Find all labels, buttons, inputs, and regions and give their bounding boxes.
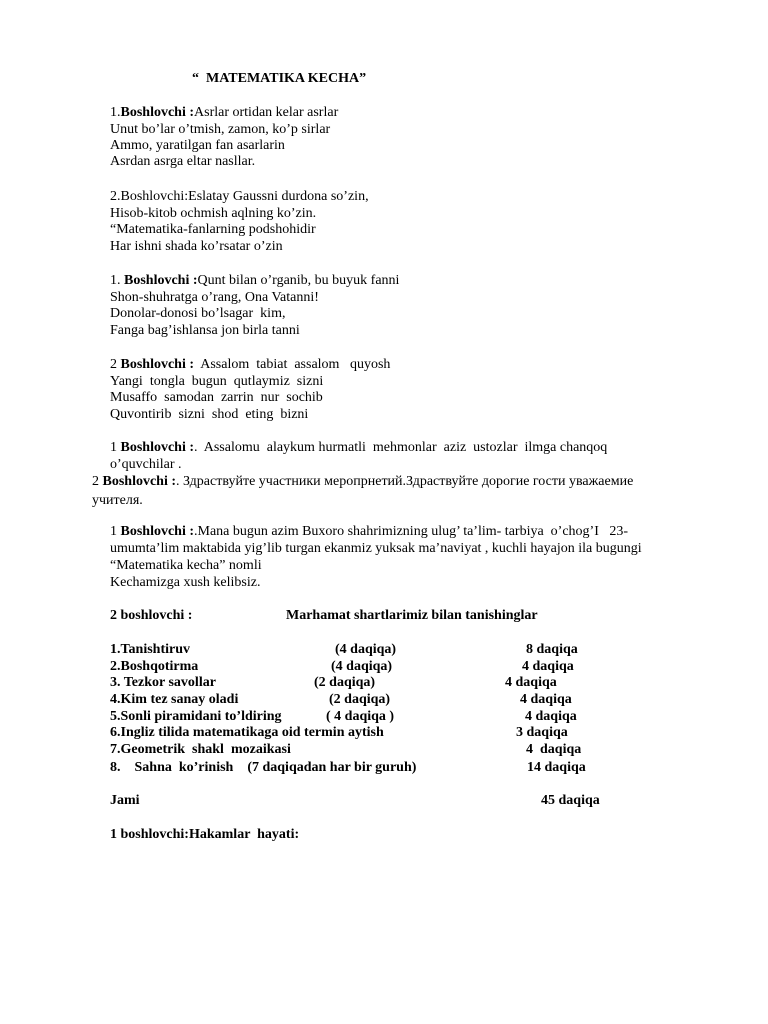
- paragraph-text: .Mana bugun azim Buxoro shahrimizning ulug’ ta’lim- tarbiya o’chog’I 23-: [194, 524, 629, 539]
- speaker-label: Boshlovchi :: [120, 357, 195, 372]
- speaker-label: Boshlovchi :: [120, 524, 195, 539]
- speaker-line: [110, 356, 390, 373]
- speaker-number: 1: [110, 440, 121, 455]
- total-value: 45 daqiqa: [541, 793, 600, 808]
- verse-line: Quvontirib sizni shod eting bizni: [110, 407, 309, 422]
- speaker-line: [92, 473, 633, 490]
- paragraph-text: umumta’lim maktabida yig’lib turgan ekanmiz yuksak ma’naviyat , kuchli hayajon ila bugungi: [110, 541, 642, 556]
- speaker-number: 2: [110, 357, 121, 372]
- speaker-label: Boshlovchi :: [102, 474, 177, 489]
- program-item-name: 2.Boshqotirma: [110, 659, 199, 674]
- total-label: Jami: [110, 793, 140, 808]
- program-item-name: 6.Ingliz tilida matematikaga oid termin aytish: [110, 725, 384, 740]
- program-item-name: 8. Sahna ko’rinish (7 daqiqadan har bir guruh): [110, 760, 417, 775]
- speaker-number: 1: [110, 524, 121, 539]
- page-title: “ MATEMATIKA KECHA”: [192, 71, 367, 86]
- verse-line: Har ishni shada ko’rsatar o’zin: [110, 239, 283, 254]
- speaker-line: 2.Boshlovchi:Eslatay Gaussni durdona so’zin,: [110, 189, 369, 204]
- program-item-total: 4 daqiqa: [505, 675, 557, 690]
- verse-line: Fanga bag’ishlansa jon birla tanni: [110, 323, 300, 338]
- speaker-label: Boshlovchi :: [120, 440, 195, 455]
- program-item-name: 7.Geometrik shakl mozaikasi: [110, 742, 291, 757]
- program-item-time: (2 daqiqa): [329, 692, 391, 707]
- verse-line: Unut bo’lar o’tmish, zamon, ko’p sirlar: [110, 122, 331, 137]
- program-heading: Marhamat shartlarimiz bilan tanishinglar: [286, 608, 538, 623]
- program-item-time: (4 daqiqa): [335, 642, 397, 657]
- verse-line: Shon-shuhratga o’rang, Ona Vatanni!: [110, 290, 319, 305]
- program-item-name: 1.Tanishtiruv: [110, 642, 191, 657]
- verse-line: “Matematika-fanlarning podshohidir: [110, 222, 316, 237]
- speaker-number: 1.: [110, 273, 124, 288]
- paragraph-text: Kechamizga xush kelibsiz.: [110, 575, 261, 590]
- speaker-label: Boshlovchi :: [124, 273, 198, 288]
- speaker-label: Boshlovchi :: [120, 105, 195, 120]
- program-item-name: 4.Kim tez sanay oladi: [110, 692, 239, 707]
- verse-line: Asrdan asrga eltar nasllar.: [110, 154, 256, 169]
- program-item-name: 5.Sonli piramidani to’ldiring: [110, 709, 282, 724]
- speaker-line: [110, 104, 338, 121]
- speaker-number: 1.: [110, 105, 121, 120]
- speaker-line: [110, 439, 607, 456]
- verse-line: Yangi tongla bugun qutlaymiz sizni: [110, 374, 324, 389]
- speaker-line: [110, 272, 399, 289]
- program-item-name: 3. Tezkor savollar: [110, 675, 216, 690]
- paragraph-text: o’quvchilar .: [110, 457, 182, 472]
- program-item-total: 4 daqiqa: [522, 659, 574, 674]
- verse-line: Ammo, yaratilgan fan asarlarin: [110, 138, 285, 153]
- program-item-time: (4 daqiqa): [331, 659, 393, 674]
- program-item-total: 4 daqiqa: [525, 709, 577, 724]
- verse-line: Qunt bilan o’rganib, bu buyuk fanni: [197, 273, 400, 288]
- closing-line: 1 boshlovchi:Hakamlar hayati:: [110, 827, 300, 842]
- speaker-line: [110, 523, 628, 540]
- paragraph-text: учителя.: [92, 493, 143, 508]
- paragraph-text: . Здраствуйте участники меропрнетий.Здраствуйте дорогие гости уважаемие: [176, 474, 634, 489]
- program-item-total: 4 daqiqa: [520, 692, 572, 707]
- program-item-time: ( 4 daqiqa ): [326, 709, 395, 724]
- paragraph-text: . Assalomu alaykum hurmatli mehmonlar aziz ustozlar ilmga chanqoq: [194, 440, 608, 455]
- verse-line: Musaffo samodan zarrin nur sochib: [110, 390, 323, 405]
- paragraph-text: “Matematika kecha” nomli: [110, 558, 262, 573]
- program-item-time: (2 daqiqa): [314, 675, 376, 690]
- speaker-number: 2: [92, 474, 103, 489]
- verse-line: Assalom tabiat assalom quyosh: [194, 357, 391, 372]
- verse-line: Asrlar ortidan kelar asrlar: [194, 105, 339, 120]
- program-speaker: 2 boshlovchi :: [110, 608, 193, 623]
- program-item-total: 14 daqiqa: [527, 760, 586, 775]
- program-item-total: 8 daqiqa: [526, 642, 578, 657]
- program-item-total: 3 daqiqa: [516, 725, 568, 740]
- verse-line: Donolar-donosi bo’lsagar kim,: [110, 306, 286, 321]
- program-item-total: 4 daqiqa: [526, 742, 582, 757]
- verse-line: Hisob-kitob ochmish aqlning ko’zin.: [110, 206, 317, 221]
